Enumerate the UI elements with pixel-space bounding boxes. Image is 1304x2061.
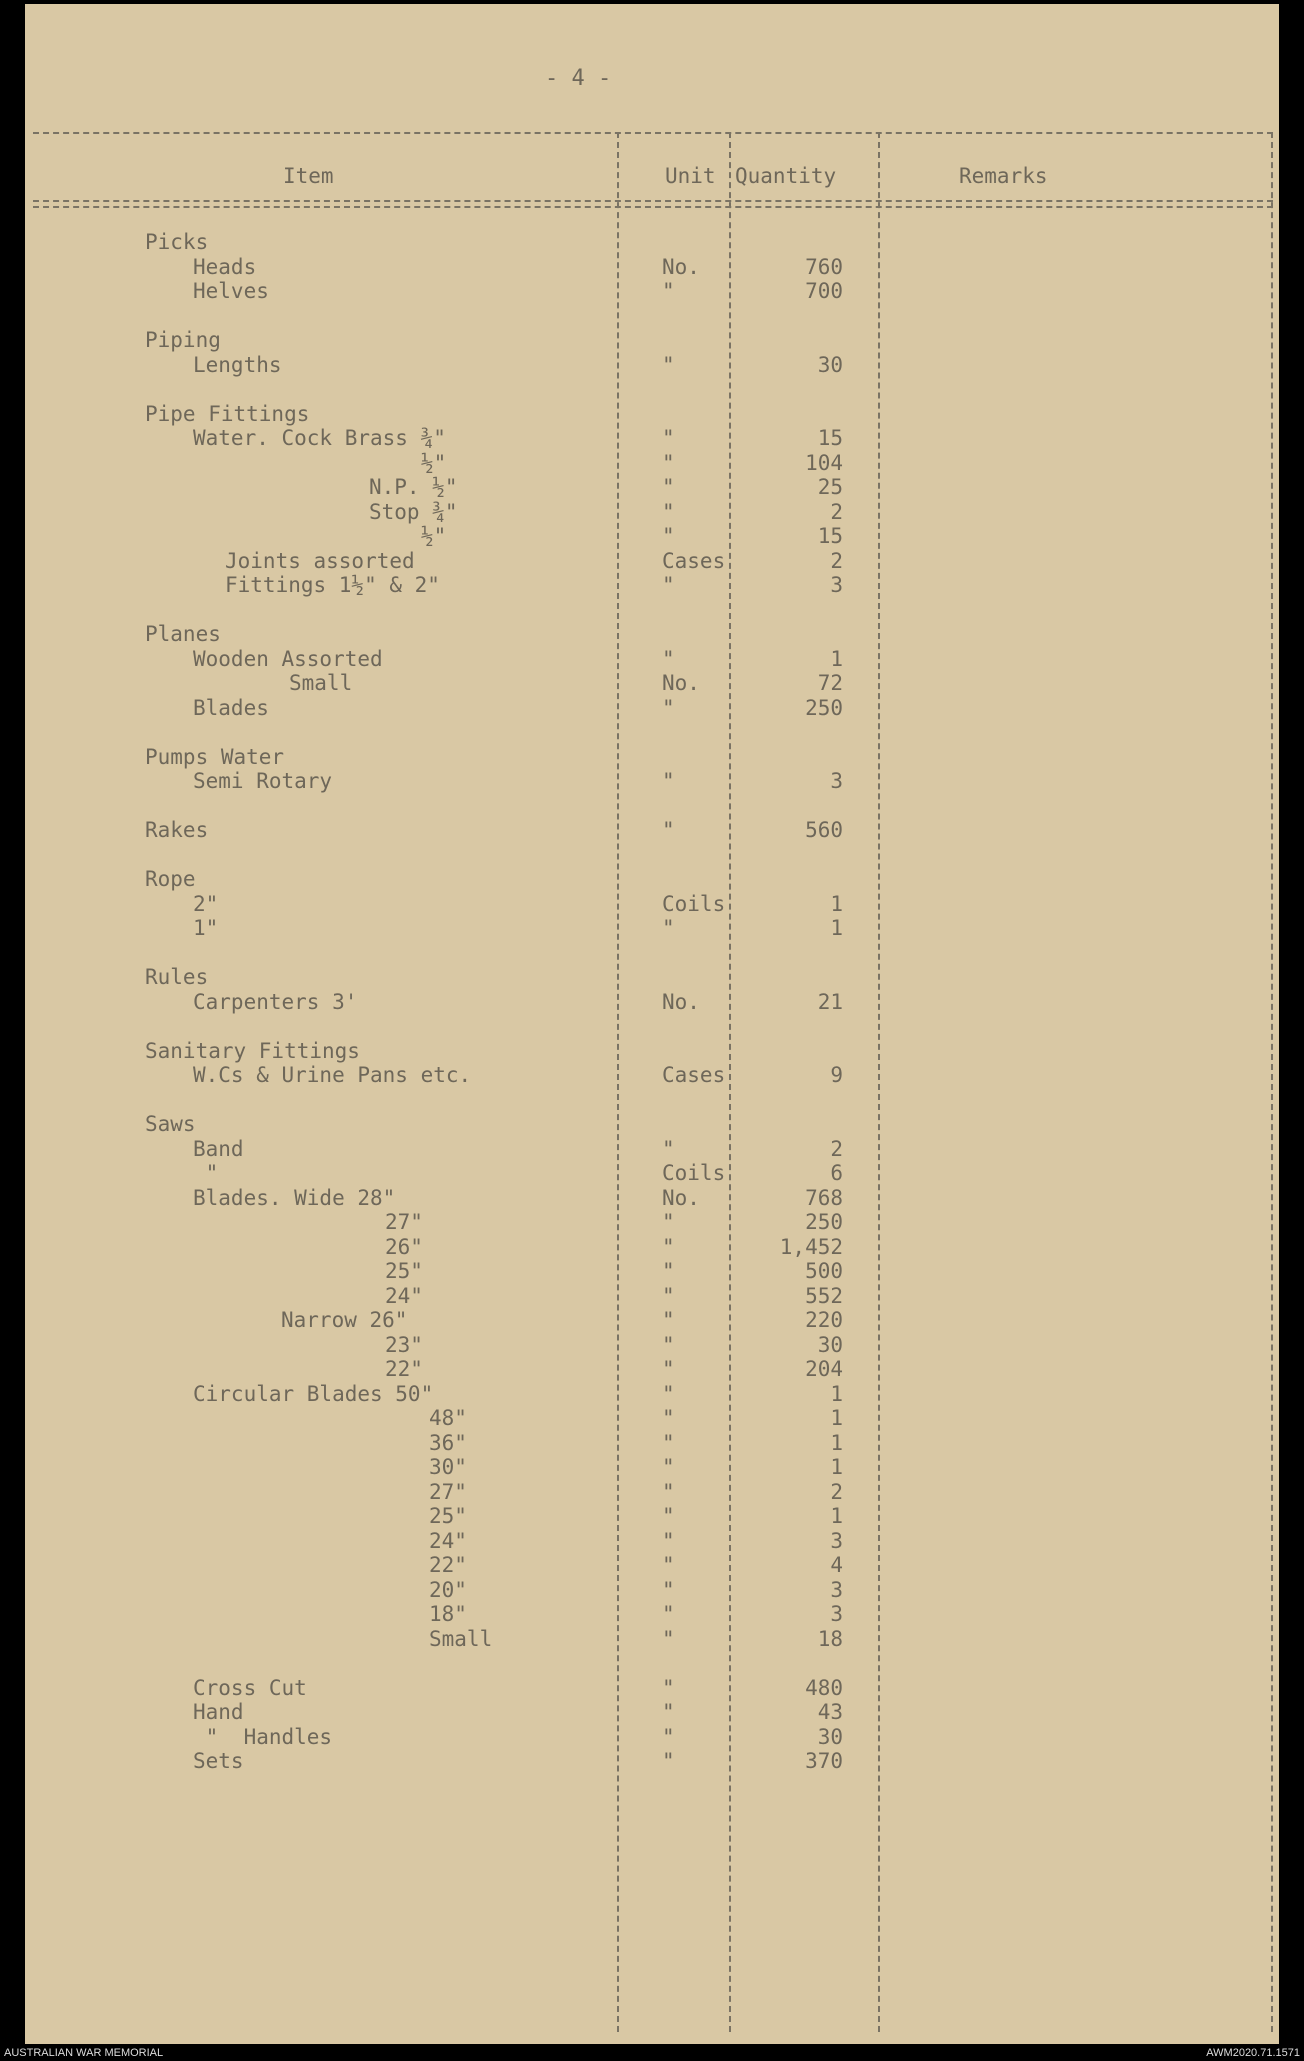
unit-cell: " xyxy=(662,1724,675,1749)
item-cell: N.P. ½" xyxy=(369,475,458,499)
quantity-cell: 9 xyxy=(830,1063,843,1087)
table-row xyxy=(25,916,1279,940)
item-cell: 22" xyxy=(385,1357,423,1381)
unit-cell: " xyxy=(662,1528,675,1553)
item-cell: ½" xyxy=(421,524,447,548)
quantity-cell: 4 xyxy=(830,1553,843,1577)
table-row xyxy=(25,1455,1279,1479)
table-row xyxy=(25,1259,1279,1283)
column-header-item: Item xyxy=(283,164,334,188)
table-row xyxy=(25,794,1279,818)
quantity-cell: 3 xyxy=(830,1528,843,1553)
table-row xyxy=(25,843,1279,867)
table-row xyxy=(25,230,1279,254)
table-row xyxy=(25,1725,1279,1749)
item-cell: Small xyxy=(289,671,353,695)
footer-institution: AUSTRALIAN WAR MEMORIAL xyxy=(4,2047,164,2059)
unit-cell: " xyxy=(662,1381,675,1406)
item-cell: Saws xyxy=(145,1112,196,1136)
quantity-cell: 3 xyxy=(830,769,843,793)
unit-cell: " xyxy=(662,279,675,303)
table-row xyxy=(25,1063,1279,1087)
table-row xyxy=(25,1627,1279,1651)
unit-cell: " xyxy=(662,573,675,597)
quantity-cell: 3 xyxy=(830,1577,843,1602)
table-row xyxy=(25,328,1279,352)
quantity-cell: 104 xyxy=(805,450,843,475)
item-cell: Stop ¾" xyxy=(369,499,458,524)
unit-cell: " xyxy=(662,475,675,499)
table-row xyxy=(25,1676,1279,1700)
item-cell: " Handles xyxy=(193,1724,333,1749)
table-row xyxy=(25,1014,1279,1038)
table-row xyxy=(25,818,1279,842)
item-cell: 27" xyxy=(429,1479,467,1504)
item-cell: Rope xyxy=(145,867,196,891)
quantity-cell: 220 xyxy=(805,1308,843,1332)
unit-cell: " xyxy=(662,1210,675,1234)
table-row xyxy=(25,549,1279,573)
table-row xyxy=(25,1088,1279,1112)
table-row xyxy=(25,451,1279,475)
item-cell: Water. Cock Brass ¾" xyxy=(193,426,446,450)
item-cell: 24" xyxy=(429,1528,467,1553)
item-cell: 22" xyxy=(429,1553,467,1577)
unit-cell: " xyxy=(662,1259,675,1283)
table-row xyxy=(25,867,1279,891)
top-rule xyxy=(33,132,1273,134)
unit-cell: " xyxy=(662,499,675,524)
quantity-cell: 480 xyxy=(805,1675,843,1700)
unit-cell: " xyxy=(662,1504,675,1528)
unit-cell: " xyxy=(662,818,675,842)
item-cell: Hand xyxy=(193,1700,244,1724)
quantity-cell: 768 xyxy=(805,1185,843,1210)
item-cell: 1" xyxy=(193,916,219,940)
quantity-cell: 21 xyxy=(817,989,843,1014)
unit-cell: " xyxy=(662,1136,675,1161)
item-cell: Fittings 1½" & 2" xyxy=(225,573,440,597)
item-cell: Pipe Fittings xyxy=(145,401,310,426)
item-cell: Blades xyxy=(193,695,269,720)
table-row xyxy=(25,1529,1279,1553)
unit-cell: " xyxy=(662,1234,675,1259)
table-row xyxy=(25,990,1279,1014)
quantity-cell: 1 xyxy=(830,1455,843,1479)
item-cell: Pumps Water xyxy=(145,744,285,769)
item-cell: Rules xyxy=(145,965,209,989)
table-row xyxy=(25,1700,1279,1724)
quantity-cell: 2 xyxy=(830,1136,843,1161)
quantity-cell: 560 xyxy=(805,818,843,842)
quantity-cell: 250 xyxy=(805,695,843,720)
column-header-unit: Unit xyxy=(665,164,716,188)
unit-cell: Coils xyxy=(662,891,726,916)
unit-cell: " xyxy=(662,1332,675,1357)
unit-cell: " xyxy=(662,1479,675,1504)
footer-reference: AWM2020.71.1571 xyxy=(1206,2047,1300,2059)
item-cell: Semi Rotary xyxy=(193,769,333,793)
quantity-cell: 15 xyxy=(817,426,843,450)
table-row xyxy=(25,1602,1279,1626)
quantity-cell: 3 xyxy=(830,573,843,597)
unit-cell: " xyxy=(662,1283,675,1308)
unit-cell: " xyxy=(662,916,675,940)
item-cell: Sanitary Fittings xyxy=(145,1038,360,1063)
item-cell: 30" xyxy=(429,1455,467,1479)
item-cell: W.Cs & Urine Pans etc. xyxy=(193,1063,472,1087)
quantity-cell: 1 xyxy=(830,646,843,671)
table-row xyxy=(25,892,1279,916)
item-cell: Circular Blades 50" xyxy=(193,1381,434,1406)
unit-cell: " xyxy=(662,1626,675,1651)
item-cell: Rakes xyxy=(145,818,209,842)
item-cell: Small xyxy=(429,1626,493,1651)
quantity-cell: 552 xyxy=(805,1283,843,1308)
quantity-cell: 1 xyxy=(830,891,843,916)
table-row xyxy=(25,1333,1279,1357)
quantity-cell: 700 xyxy=(805,279,843,303)
unit-cell: Cases xyxy=(662,548,726,573)
table-row xyxy=(25,696,1279,720)
item-cell: Picks xyxy=(145,230,209,254)
table-row xyxy=(25,353,1279,377)
item-cell: 23" xyxy=(385,1332,423,1357)
item-cell: Lengths xyxy=(193,352,282,377)
table-row xyxy=(25,647,1279,671)
item-cell: Carpenters 3' xyxy=(193,989,358,1014)
quantity-cell: 1,452 xyxy=(779,1234,843,1259)
item-cell: Band xyxy=(193,1136,244,1161)
item-cell: 24" xyxy=(385,1283,423,1308)
quantity-cell: 2 xyxy=(830,1479,843,1504)
table-row xyxy=(25,671,1279,695)
table-row xyxy=(25,1480,1279,1504)
quantity-cell: 370 xyxy=(805,1749,843,1773)
column-header-quantity: Quantity xyxy=(735,164,837,188)
item-cell: Planes xyxy=(145,622,221,646)
table-row xyxy=(25,1112,1279,1136)
unit-cell: No. xyxy=(662,254,700,279)
item-cell: Sets xyxy=(193,1749,244,1773)
item-cell: Helves xyxy=(193,279,269,303)
table-row xyxy=(25,598,1279,622)
quantity-cell: 1 xyxy=(830,1430,843,1455)
unit-cell: " xyxy=(662,695,675,720)
quantity-cell: 30 xyxy=(817,1332,843,1357)
page-number: - 4 - xyxy=(545,66,612,91)
item-cell: 25" xyxy=(429,1504,467,1528)
table-row xyxy=(25,1504,1279,1528)
item-cell: 26" xyxy=(385,1234,423,1259)
unit-cell: No. xyxy=(662,989,700,1014)
table-row xyxy=(25,941,1279,965)
document-page xyxy=(25,4,1279,2044)
header-rule xyxy=(33,200,1273,202)
unit-cell: Coils xyxy=(662,1161,726,1185)
quantity-cell: 6 xyxy=(830,1161,843,1185)
table-row xyxy=(25,1406,1279,1430)
table-row xyxy=(25,1210,1279,1234)
unit-cell: " xyxy=(662,1430,675,1455)
unit-cell: " xyxy=(662,1308,675,1332)
unit-cell: " xyxy=(662,1675,675,1700)
item-cell: 25" xyxy=(385,1259,423,1283)
table-row xyxy=(25,1651,1279,1675)
table-row xyxy=(25,745,1279,769)
unit-cell: " xyxy=(662,769,675,793)
unit-cell: " xyxy=(662,1357,675,1381)
quantity-cell: 204 xyxy=(805,1357,843,1381)
table-row xyxy=(25,1235,1279,1259)
table-row xyxy=(25,1553,1279,1577)
item-cell: Cross Cut xyxy=(193,1675,307,1700)
table-row xyxy=(25,622,1279,646)
table-row xyxy=(25,475,1279,499)
quantity-cell: 250 xyxy=(805,1210,843,1234)
item-cell: Wooden Assorted xyxy=(193,646,383,671)
item-cell: Piping xyxy=(145,328,221,352)
table-row xyxy=(25,255,1279,279)
unit-cell: " xyxy=(662,450,675,475)
quantity-cell: 2 xyxy=(830,548,843,573)
unit-cell: " xyxy=(662,1406,675,1430)
table-row xyxy=(25,402,1279,426)
item-cell: Narrow 26" xyxy=(281,1308,408,1332)
unit-cell: " xyxy=(662,1553,675,1577)
quantity-cell: 760 xyxy=(805,254,843,279)
item-cell: ½" xyxy=(421,450,447,475)
quantity-cell: 1 xyxy=(830,1381,843,1406)
quantity-cell: 18 xyxy=(817,1626,843,1651)
table-row xyxy=(25,1161,1279,1185)
quantity-cell: 43 xyxy=(817,1700,843,1724)
item-cell: Blades. Wide 28" xyxy=(193,1185,396,1210)
table-row xyxy=(25,279,1279,303)
unit-cell: " xyxy=(662,1455,675,1479)
unit-cell: " xyxy=(662,1700,675,1724)
quantity-cell: 1 xyxy=(830,1504,843,1528)
table-row xyxy=(25,1431,1279,1455)
quantity-cell: 1 xyxy=(830,916,843,940)
header-rule-double xyxy=(33,206,1273,208)
table-row xyxy=(25,1749,1279,1773)
unit-cell: No. xyxy=(662,1185,700,1210)
item-cell: 27" xyxy=(385,1210,423,1234)
unit-cell: " xyxy=(662,646,675,671)
table-row xyxy=(25,720,1279,744)
table-row xyxy=(25,524,1279,548)
item-cell: Joints assorted xyxy=(225,548,415,573)
table-row xyxy=(25,426,1279,450)
table-row xyxy=(25,1357,1279,1381)
item-cell: 48" xyxy=(429,1406,467,1430)
unit-cell: " xyxy=(662,1749,675,1773)
table-row xyxy=(25,769,1279,793)
table-row xyxy=(25,1039,1279,1063)
unit-cell: Cases xyxy=(662,1063,726,1087)
item-cell: 20" xyxy=(429,1577,467,1602)
item-cell: 36" xyxy=(429,1430,467,1455)
quantity-cell: 500 xyxy=(805,1259,843,1283)
quantity-cell: 30 xyxy=(817,352,843,377)
quantity-cell: 1 xyxy=(830,1406,843,1430)
unit-cell: No. xyxy=(662,671,700,695)
quantity-cell: 72 xyxy=(817,671,843,695)
item-cell: " xyxy=(193,1161,219,1185)
item-cell: Heads xyxy=(193,254,257,279)
table-row xyxy=(25,1308,1279,1332)
quantity-cell: 30 xyxy=(817,1724,843,1749)
table-row xyxy=(25,500,1279,524)
quantity-cell: 15 xyxy=(817,524,843,548)
unit-cell: " xyxy=(662,524,675,548)
table-row xyxy=(25,1137,1279,1161)
quantity-cell: 3 xyxy=(830,1602,843,1626)
unit-cell: " xyxy=(662,1602,675,1626)
unit-cell: " xyxy=(662,352,675,377)
item-cell: 18" xyxy=(429,1602,467,1626)
table-row xyxy=(25,1382,1279,1406)
table-row xyxy=(25,1186,1279,1210)
table-row xyxy=(25,1284,1279,1308)
table-row xyxy=(25,1578,1279,1602)
table-row xyxy=(25,377,1279,401)
table-row xyxy=(25,573,1279,597)
column-header-remarks: Remarks xyxy=(959,164,1048,188)
quantity-cell: 25 xyxy=(817,475,843,499)
quantity-cell: 2 xyxy=(830,499,843,524)
unit-cell: " xyxy=(662,1577,675,1602)
unit-cell: " xyxy=(662,426,675,450)
table-row xyxy=(25,304,1279,328)
item-cell: 2" xyxy=(193,891,219,916)
table-row xyxy=(25,965,1279,989)
